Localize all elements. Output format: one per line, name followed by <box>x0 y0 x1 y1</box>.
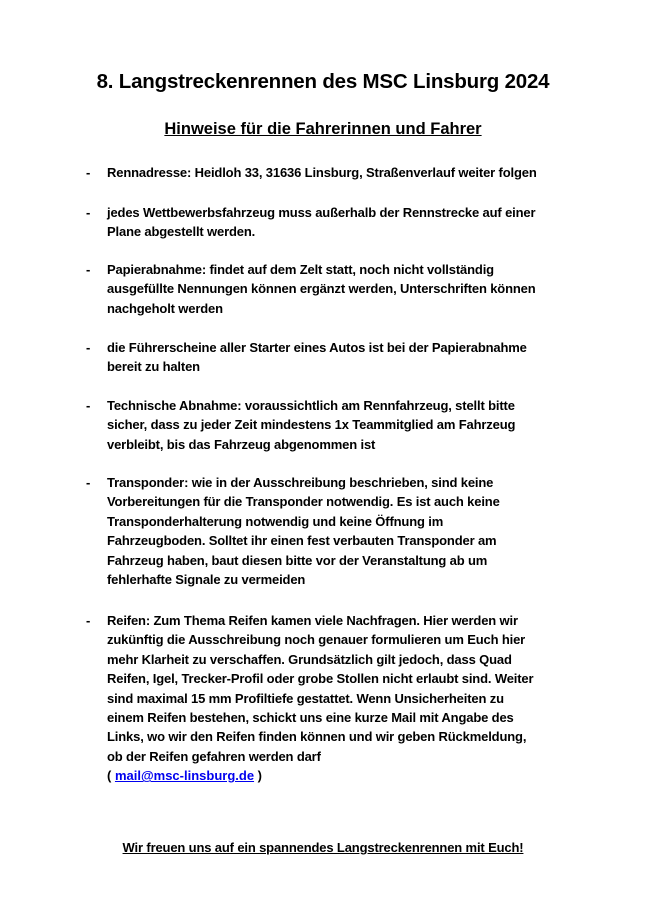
text-line: Fahrzeugboden. Solltet ihr einen fest verbauten Transponder am <box>107 533 497 549</box>
text-line: ausgefüllte Nennungen können ergänzt werden, Unterschriften können <box>107 281 536 297</box>
bullet-dash: - <box>86 340 91 355</box>
text-line: bereit zu halten <box>107 359 200 375</box>
list-item-text <box>107 611 607 786</box>
text-line: sicher, dass zu jeder Zeit mindestens 1x Teammitglied am Fahrzeug <box>107 417 516 433</box>
list-item-text <box>107 163 607 182</box>
list-item-text <box>107 396 607 454</box>
text-line: Reifen: Zum Thema Reifen kamen viele Nachfragen. Hier werden wir <box>107 613 518 628</box>
text-line: jedes Wettbewerbsfahrzeug muss außerhalb der Rennstrecke auf einer <box>107 205 536 220</box>
bullet-dash: - <box>86 262 91 277</box>
bullet-dash: - <box>86 165 91 180</box>
text-line: Transponder: wie in der Ausschreibung beschrieben, sind keine <box>107 475 494 490</box>
mail-suffix: ) <box>254 768 263 784</box>
text-line: Links, wo wir den Reifen finden können und wir geben Rückmeldung, <box>107 729 527 745</box>
document-title: 8. Langstreckenrennen des MSC Linsburg 2024 <box>96 70 550 93</box>
bullet-dash: - <box>86 398 91 413</box>
text-line: Fahrzeug haben, baut diesen bitte vor der Veranstaltung ab um <box>107 552 488 568</box>
text-line: Papierabnahme: findet auf dem Zelt statt, noch nicht vollständig <box>107 262 494 277</box>
mail-prefix: ( <box>107 768 115 784</box>
list-item-text <box>107 260 607 318</box>
text-line: die Führerscheine aller Starter eines Autos ist bei der Papierabnahme <box>107 340 527 355</box>
document-subtitle: Hinweise für die Fahrerinnen und Fahrer <box>164 120 482 138</box>
text-line: einem Reifen bestehen, schickt uns eine kurze Mail mit Angabe des <box>107 710 514 726</box>
bullet-dash: - <box>86 205 91 220</box>
text-line: Plane abgestellt werden. <box>107 224 256 240</box>
mail-link[interactable]: mail@msc-linsburg.de <box>114 768 255 784</box>
list-item-text <box>107 338 607 377</box>
text-line: Vorbereitungen für die Transponder notwendig. Es ist auch keine <box>107 494 500 510</box>
text-line: fehlerhafte Signale zu vermeiden <box>107 572 306 588</box>
text-line: verbleibt, bis das Fahrzeug abgenommen ist <box>107 436 376 452</box>
text-line: Transponderhalterung notwendig und keine Öffnung im <box>107 513 444 529</box>
closing-message: Wir freuen uns auf ein spannendes Langstreckenrennen mit Euch! <box>122 840 524 855</box>
text-line: sind maximal 15 mm Profiltiefe gestattet. Wenn Unsicherheiten zu <box>107 690 504 706</box>
bullet-dash: - <box>86 475 91 490</box>
text-line: mehr Klarheit zu verschaffen. Grundsätzlich gilt jedoch, dass Quad <box>107 651 512 667</box>
text-line: Technische Abnahme: voraussichtlich am Rennfahrzeug, stellt bitte <box>107 398 515 413</box>
list-item-text <box>107 473 607 589</box>
list-item-text <box>107 203 607 242</box>
text-line: zukünftig die Ausschreibung noch genauer formulieren um Euch hier <box>107 632 526 648</box>
mail-line <box>107 766 607 785</box>
text-line: ob der Reifen gefahren werden darf <box>107 748 321 764</box>
bullet-dash: - <box>86 613 91 628</box>
text-line: nachgeholt werden <box>107 300 223 316</box>
text-line: Rennadresse: Heidloh 33, 31636 Linsburg, Straßenverlauf weiter folgen <box>107 165 537 180</box>
text-line: Reifen, Igel, Trecker-Profil oder grobe Stollen nicht erlaubt sind. Weiter <box>107 671 534 687</box>
